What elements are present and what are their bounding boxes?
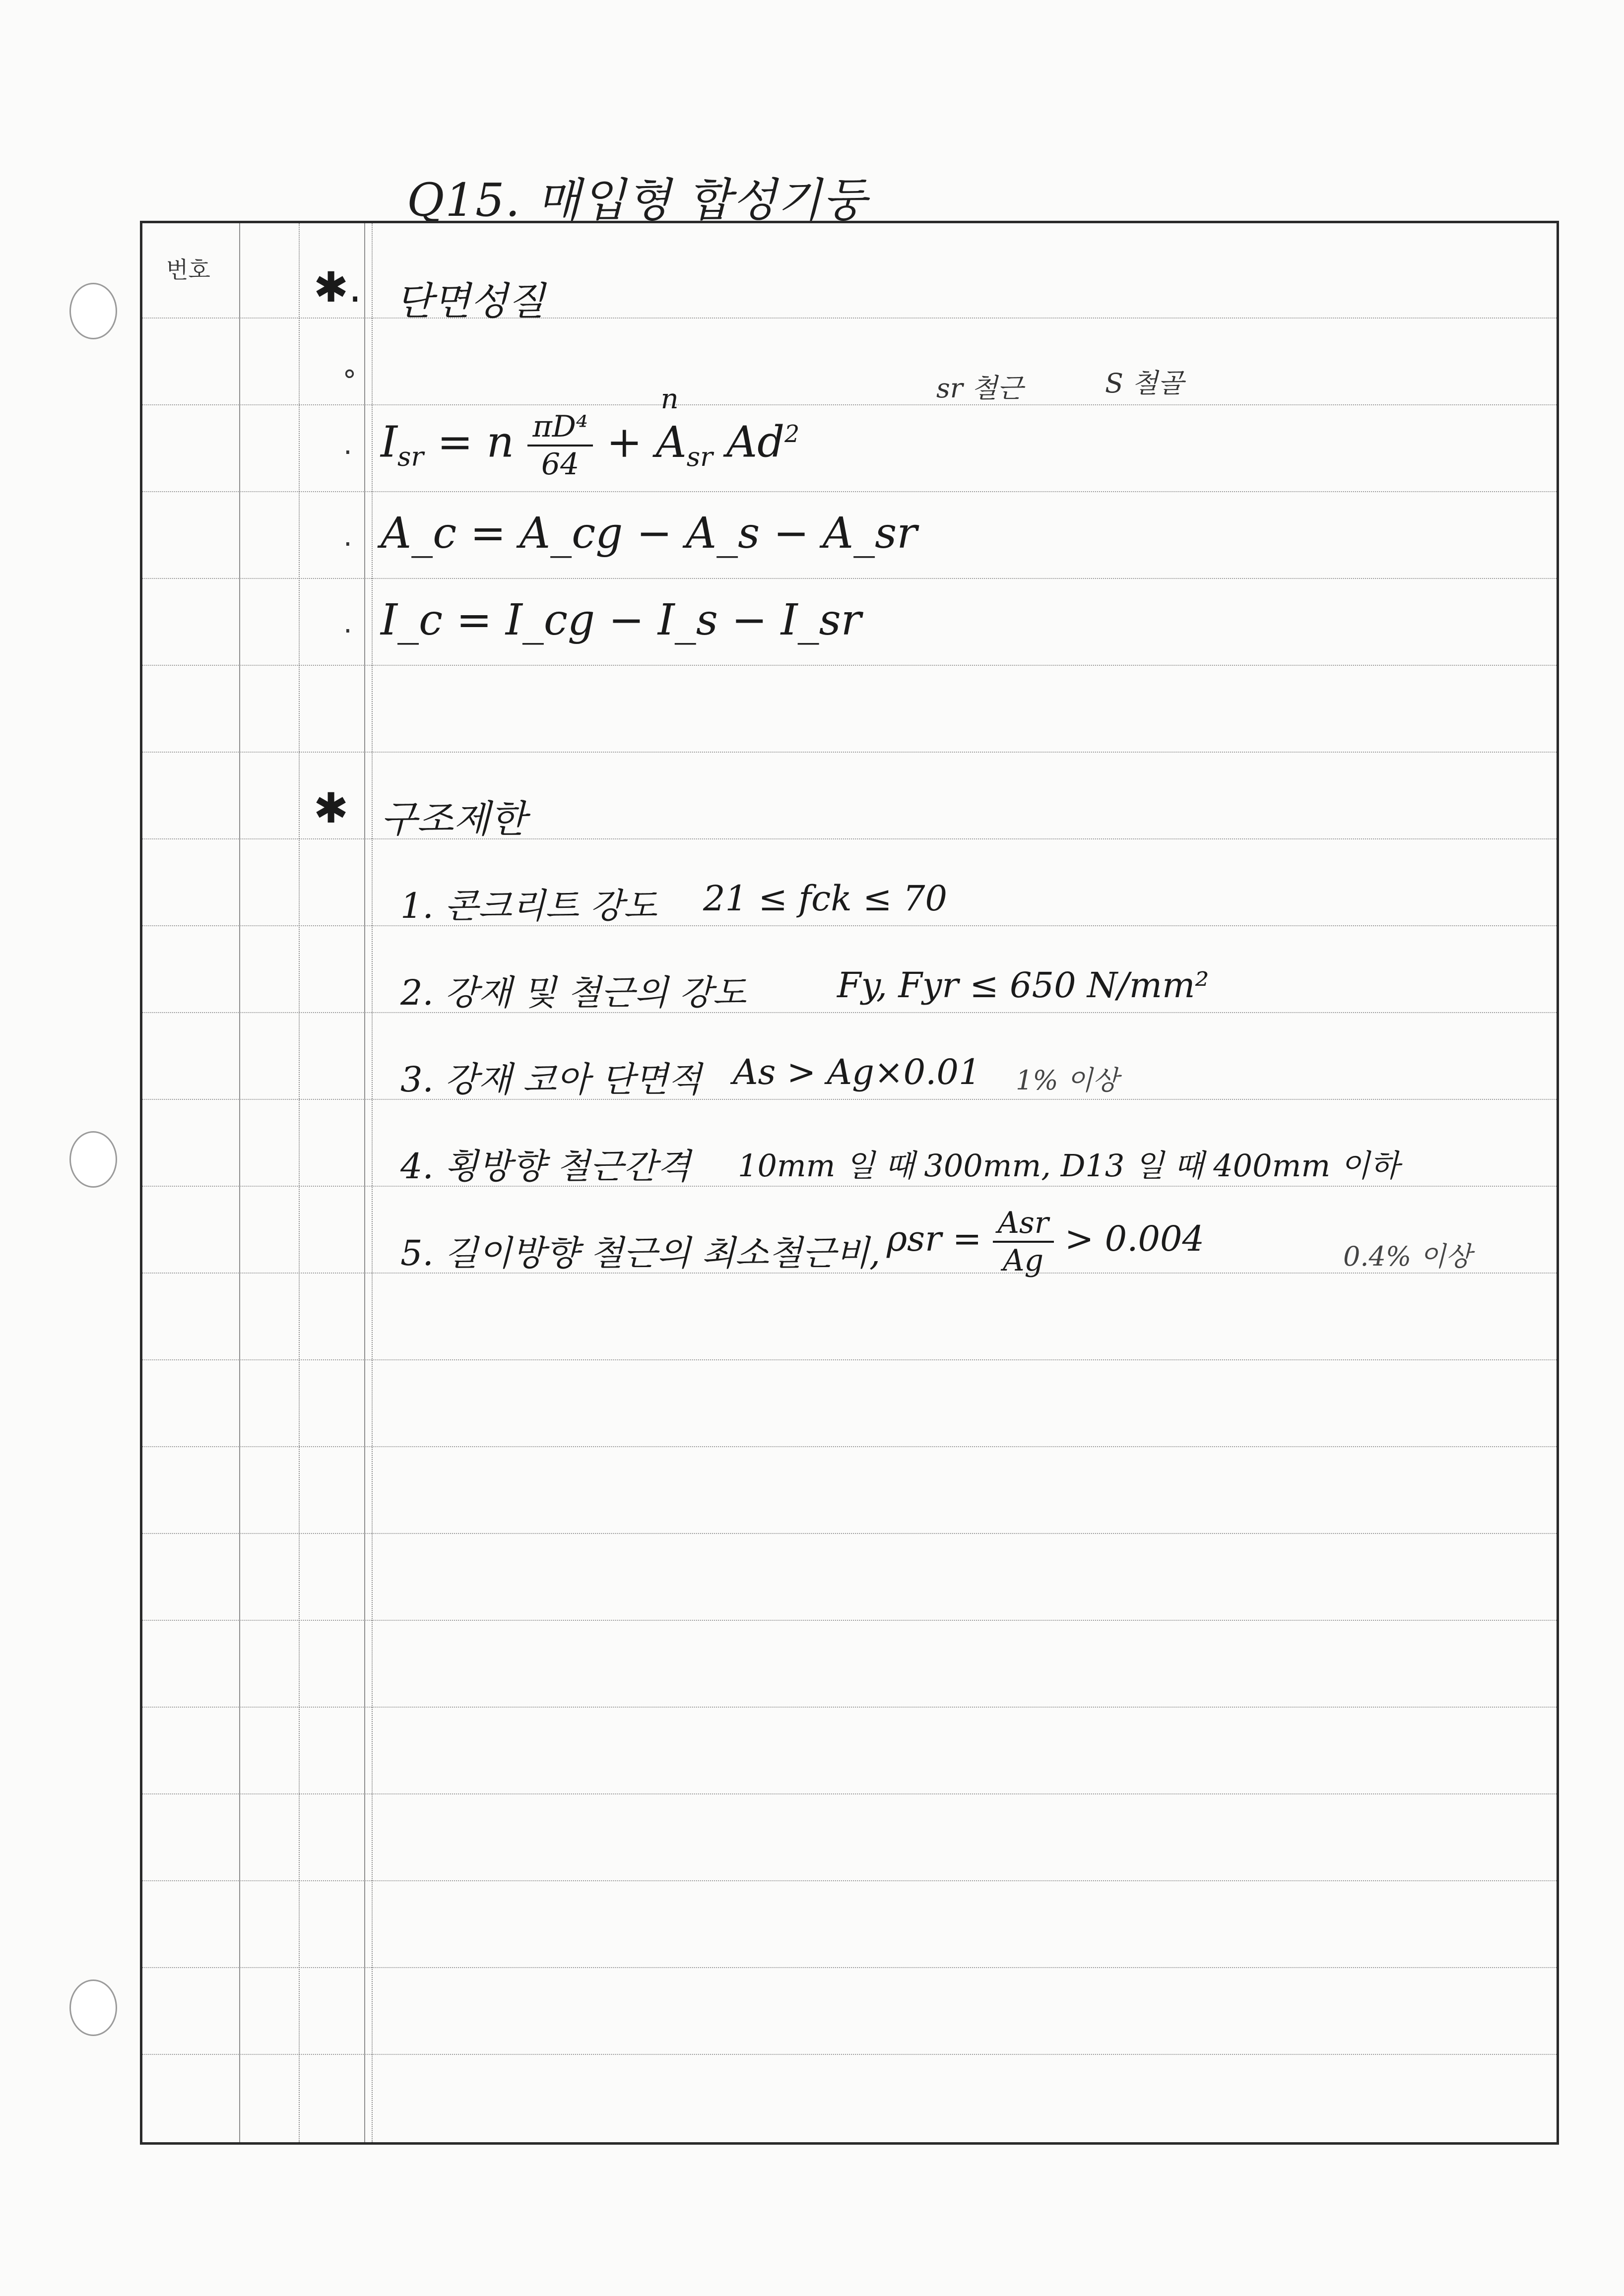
ruled-line xyxy=(142,1793,1557,1794)
equation-moment-of-inertia-rebar: $I_{sr} = n$ $\frac{\text{πD⁴}}{64}$ + n $A_{sr}$ Ad$^2$ xyxy=(381,383,800,482)
equation-concrete-inertia: I_c = I_cg − I_s − I_sr xyxy=(381,595,861,645)
legend-rebar: sr 철근 xyxy=(936,373,1024,404)
margin-line-4 xyxy=(372,223,373,2142)
ruled-line xyxy=(142,1707,1557,1708)
limit-item-5-label: 5. 길이방향 철근의 최소철근비, xyxy=(400,1233,881,1274)
ruled-line xyxy=(142,665,1557,666)
margin-line-3 xyxy=(364,223,365,2142)
limit-item-3-expr: As > Ag×0.01 xyxy=(733,1052,981,1092)
bullet: · xyxy=(343,615,352,647)
binder-hole-middle xyxy=(69,1131,117,1188)
ruled-line xyxy=(142,925,1557,926)
limit-item-1-label: 1. 콘크리트 강도 xyxy=(400,886,657,926)
ruled-line xyxy=(142,1880,1557,1881)
ruled-line xyxy=(142,838,1557,839)
limit-item-4-label: 4. 횡방향 철근간격 xyxy=(400,1146,691,1187)
section1-heading: 단면성질 xyxy=(395,279,545,324)
binder-hole-bottom xyxy=(69,1979,117,2036)
limit-item-3-note: 1% 이상 xyxy=(1016,1065,1119,1096)
bullet: · xyxy=(343,528,352,561)
limit-item-3-label: 3. 강재 코아 단면적 xyxy=(400,1059,702,1100)
bullet-open: ∘ xyxy=(341,357,359,389)
ruled-line xyxy=(142,1099,1557,1100)
ruled-line xyxy=(142,1012,1557,1013)
number-column-label: 번호 xyxy=(166,256,210,283)
margin-line-2 xyxy=(299,223,300,2142)
limit-item-2-label: 2. 강재 및 철근의 강도 xyxy=(400,972,746,1013)
ruled-line xyxy=(142,1620,1557,1621)
ruled-line xyxy=(142,318,1557,319)
ruled-line xyxy=(142,1186,1557,1187)
ruled-line xyxy=(142,1533,1557,1534)
limit-item-5-note: 0.4% 이상 xyxy=(1343,1241,1472,1272)
legend-steel: S 철골 xyxy=(1105,368,1184,399)
ruled-line xyxy=(142,1967,1557,1968)
ruled-line xyxy=(142,491,1557,492)
ruled-line xyxy=(142,2054,1557,2055)
ruled-line xyxy=(142,1446,1557,1447)
note-sheet xyxy=(140,221,1559,2145)
ruled-line xyxy=(142,752,1557,753)
ruled-line xyxy=(142,404,1557,405)
margin-line-1 xyxy=(239,223,240,2142)
limit-item-4-expr: 10mm 일 때 300mm, D13 일 때 400mm 이하 xyxy=(738,1148,1400,1184)
section2-marker: ✱ xyxy=(314,784,349,832)
equation-concrete-area: A_c = A_cg − A_s − A_sr xyxy=(381,509,917,558)
section1-marker: ✱. xyxy=(314,263,362,312)
limit-item-5-expr: ρsr = $\frac{\text{Asr}}{Ag}$ > 0.004 xyxy=(887,1206,1205,1278)
page-title: Q15. 매입형 합성기둥 xyxy=(407,174,868,227)
binder-hole-top xyxy=(69,283,117,339)
section2-heading: 구조제한 xyxy=(381,797,526,841)
ruled-line xyxy=(142,1359,1557,1360)
limit-item-2-expr: Fy, Fyr ≤ 650 N/mm² xyxy=(837,965,1209,1006)
bullet: · xyxy=(343,437,352,469)
limit-item-1-expr: 21 ≤ fck ≤ 70 xyxy=(703,878,947,919)
ruled-line xyxy=(142,578,1557,579)
